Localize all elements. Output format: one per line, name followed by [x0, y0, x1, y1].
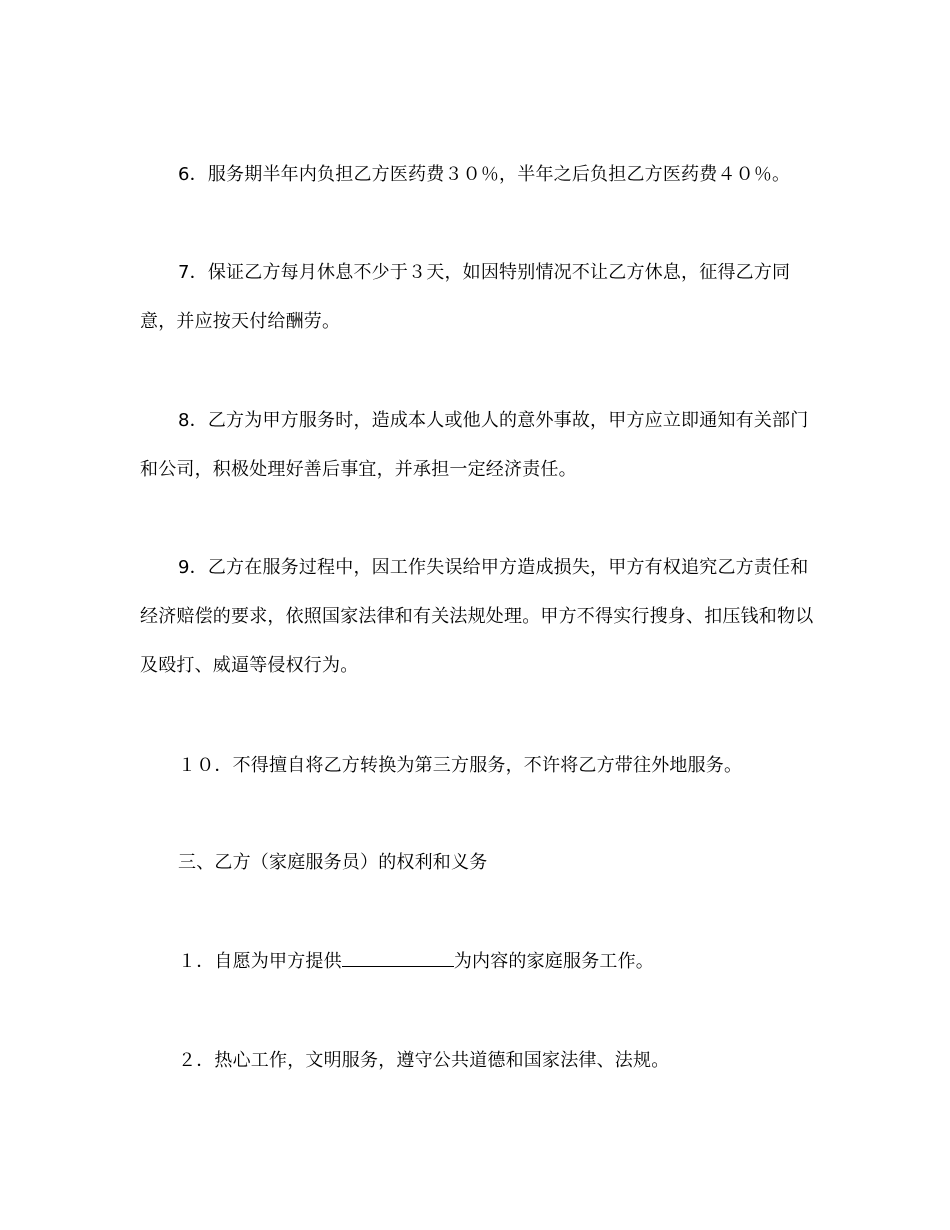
fill-in-blank	[342, 948, 454, 967]
section-item-1	[140, 937, 820, 986]
section-item-2: ２．热心工作，文明服务，遵守公共道德和国家法律、法规。	[178, 1050, 670, 1071]
clause-10: １０．不得擅自将乙方转换为第三方服务，不许将乙方带往外地服务。	[178, 755, 743, 776]
section-item-1-prefix: １．自愿为甲方提供	[178, 951, 342, 972]
section-heading: 三、乙方（家庭服务员）的权利和义务	[178, 852, 488, 873]
clause-9: 9．乙方在服务过程中，因工作失误给甲方造成损失，甲方有权追究乙方责任和经济赔偿的要求，依照国家法律和有关法规处理。甲方不得实行搜身、扣压钱和物以及殴打、威逼等侵权行为。	[140, 557, 814, 676]
clause-6: 6．服务期半年内负担乙方医药费３０％，半年之后负担乙方医药费４０％。	[178, 164, 791, 185]
section-item-1-suffix: 为内容的家庭服务工作。	[453, 951, 655, 972]
clause-7: 7．保证乙方每月休息不少于３天，如因特别情况不让乙方休息，征得乙方同意，并应按天付给酬劳。	[140, 262, 791, 332]
clause-8: 8．乙方为甲方服务时，造成本人或他人的意外事故，甲方应立即通知有关部门和公司，积极处理好善后事宜，并承担一定经济责任。	[140, 410, 809, 480]
